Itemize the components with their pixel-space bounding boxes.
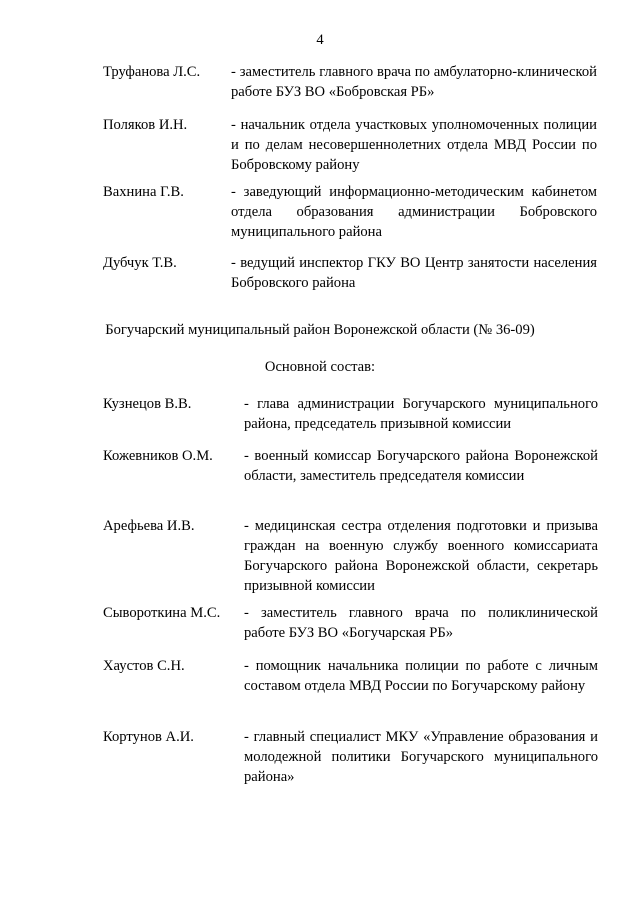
member-role: - помощник начальника полиции по работе с личным составом отдела МВД России по Богучарскому району — [244, 658, 598, 694]
member-name: Сывороткина М.С. — [103, 605, 221, 621]
member-role: - медицинская сестра отделения подготовки и призыва граждан на военную службу военного комиссариата Богучарского района Воронежской области, секретарь призывной комиссии — [244, 518, 598, 594]
member-name: Дубчук Т.В. — [103, 255, 177, 271]
member-name: Поляков И.Н. — [103, 117, 188, 133]
member-name: Труфанова Л.С. — [103, 64, 201, 80]
page-number: 4 — [316, 32, 324, 48]
member-name: Кузнецов В.В. — [103, 396, 192, 412]
member-role: - главный специалист МКУ «Управление образования и молодежной политики Богучарского муниципального района» — [244, 729, 598, 785]
section-subtitle: Основной состав: — [264, 359, 376, 375]
member-name: Арефьева И.В. — [103, 518, 195, 534]
member-role: - военный комиссар Богучарского района Воронежской области, заместитель председателя комиссии — [244, 448, 598, 484]
member-role: - глава администрации Богучарского муниципального района, председатель призывной комиссии — [244, 396, 598, 432]
section-title: Богучарский муниципальный район Воронежской области (№ 36-09) — [105, 322, 535, 338]
member-role: - начальник отдела участковых уполномоченных полиции и по делам несовершеннолетних отдела МВД России по Бобровскому району — [231, 117, 597, 173]
member-name: Вахнина Г.В. — [103, 184, 184, 200]
member-name: Кожевников О.М. — [103, 448, 213, 464]
member-name: Кортунов А.И. — [103, 729, 194, 745]
member-role: - заместитель главного врача по амбулаторно-клинической работе БУЗ ВО «Бобровская РБ» — [231, 64, 597, 100]
member-role: - заведующий информационно-методическим кабинетом отдела образования администрации Бобровского муниципального района — [231, 184, 597, 240]
member-name: Хаустов С.Н. — [103, 658, 185, 674]
member-role: - ведущий инспектор ГКУ ВО Центр занятости населения Бобровского района — [231, 255, 597, 291]
member-role: - заместитель главного врача по поликлинической работе БУЗ ВО «Богучарская РБ» — [244, 605, 598, 641]
